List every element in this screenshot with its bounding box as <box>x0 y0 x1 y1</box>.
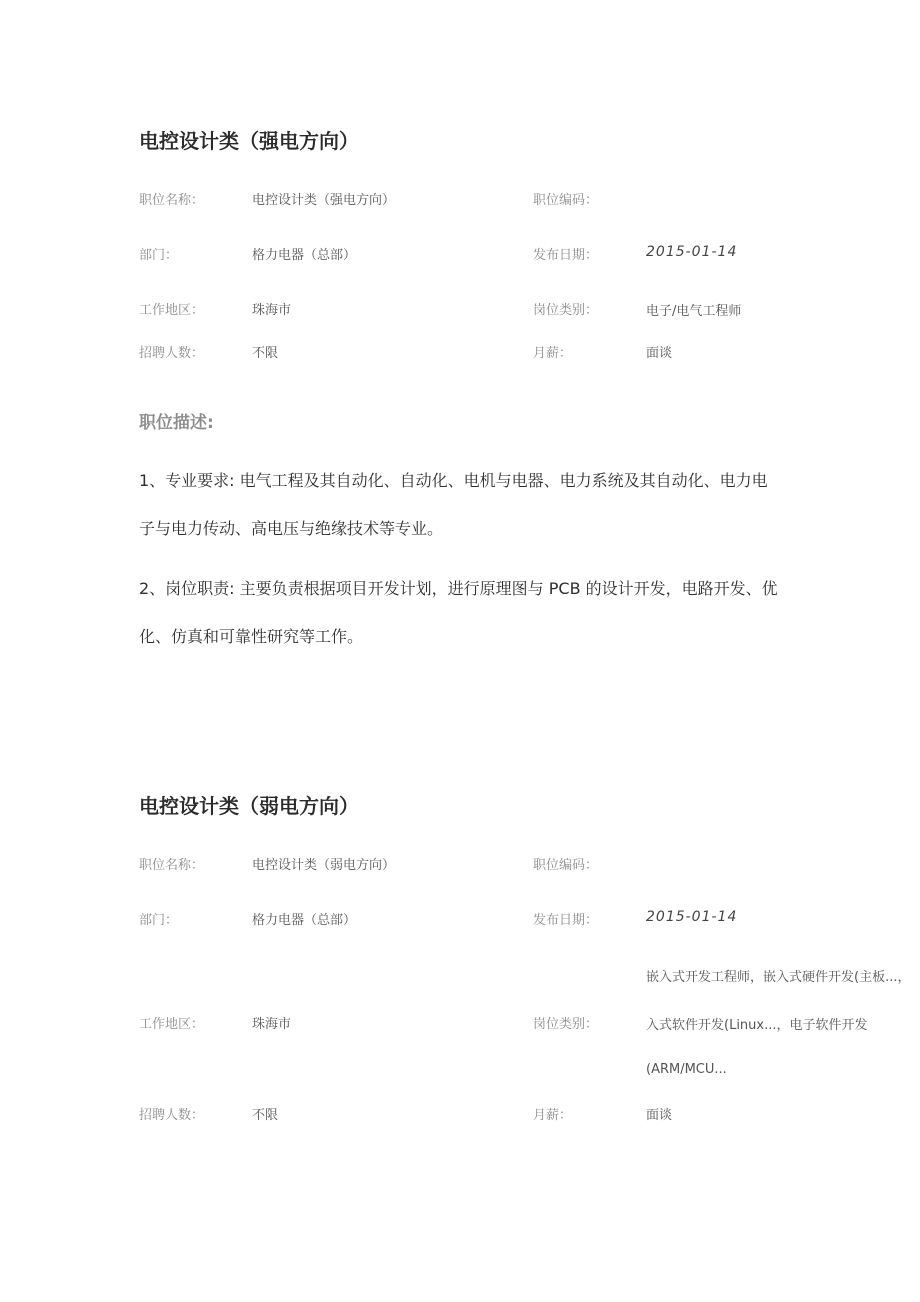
position-name-value: 电控设计类（强电方向） <box>252 193 396 208</box>
headcount-label: 招聘人数： <box>139 1108 205 1123</box>
category-label: 岗位类别： <box>533 1017 599 1032</box>
position-code-label: 职位编码： <box>533 193 599 208</box>
department-value: 格力电器（总部） <box>252 913 357 928</box>
department-value: 格力电器（总部） <box>252 248 357 263</box>
salary-label: 月薪： <box>533 346 573 361</box>
description-line: 子与电力传动、高电压与绝缘技术等专业。 <box>139 519 444 538</box>
publish-date-value: 2015-01-14 <box>646 244 738 260</box>
headcount-label: 招聘人数： <box>139 346 205 361</box>
description-line: 化、仿真和可靠性研究等工作。 <box>139 627 364 646</box>
salary-label: 月薪： <box>533 1108 573 1123</box>
job-title: 电控设计类（弱电方向） <box>139 794 359 818</box>
category-label: 岗位类别： <box>533 303 599 318</box>
location-label: 工作地区： <box>139 1017 205 1032</box>
department-label: 部门： <box>139 913 179 928</box>
category-value-line: 入式软件开发(Linux...，电子软件开发 <box>646 1018 868 1033</box>
description-line: 1、专业要求: 电气工程及其自动化、自动化、电机与电器、电力系统及其自动化、电力电 <box>139 471 768 490</box>
position-name-value: 电控设计类（弱电方向） <box>252 858 396 873</box>
salary-value: 面谈 <box>646 1108 673 1123</box>
location-value: 珠海市 <box>252 303 292 318</box>
job-title: 电控设计类（强电方向） <box>139 129 359 153</box>
department-label: 部门： <box>139 248 179 263</box>
location-value: 珠海市 <box>252 1017 292 1032</box>
position-name-label: 职位名称： <box>139 858 205 873</box>
headcount-value: 不限 <box>252 1108 279 1123</box>
publish-date-label: 发布日期： <box>533 913 599 928</box>
category-value: 电子/电气工程师 <box>646 304 742 319</box>
location-label: 工作地区： <box>139 303 205 318</box>
category-value-line: 嵌入式开发工程师，嵌入式硬件开发(主板...， <box>646 970 911 985</box>
publish-date-label: 发布日期： <box>533 248 599 263</box>
position-name-label: 职位名称： <box>139 193 205 208</box>
description-line: 2、岗位职责: 主要负责根据项目开发计划，进行原理图与 PCB 的设计开发，电路开发、优 <box>139 579 778 598</box>
position-code-label: 职位编码： <box>533 858 599 873</box>
category-value-line: (ARM/MCU... <box>646 1062 727 1077</box>
headcount-value: 不限 <box>252 346 279 361</box>
salary-value: 面谈 <box>646 346 673 361</box>
publish-date-value: 2015-01-14 <box>646 909 738 925</box>
description-heading: 职位描述: <box>139 413 214 433</box>
